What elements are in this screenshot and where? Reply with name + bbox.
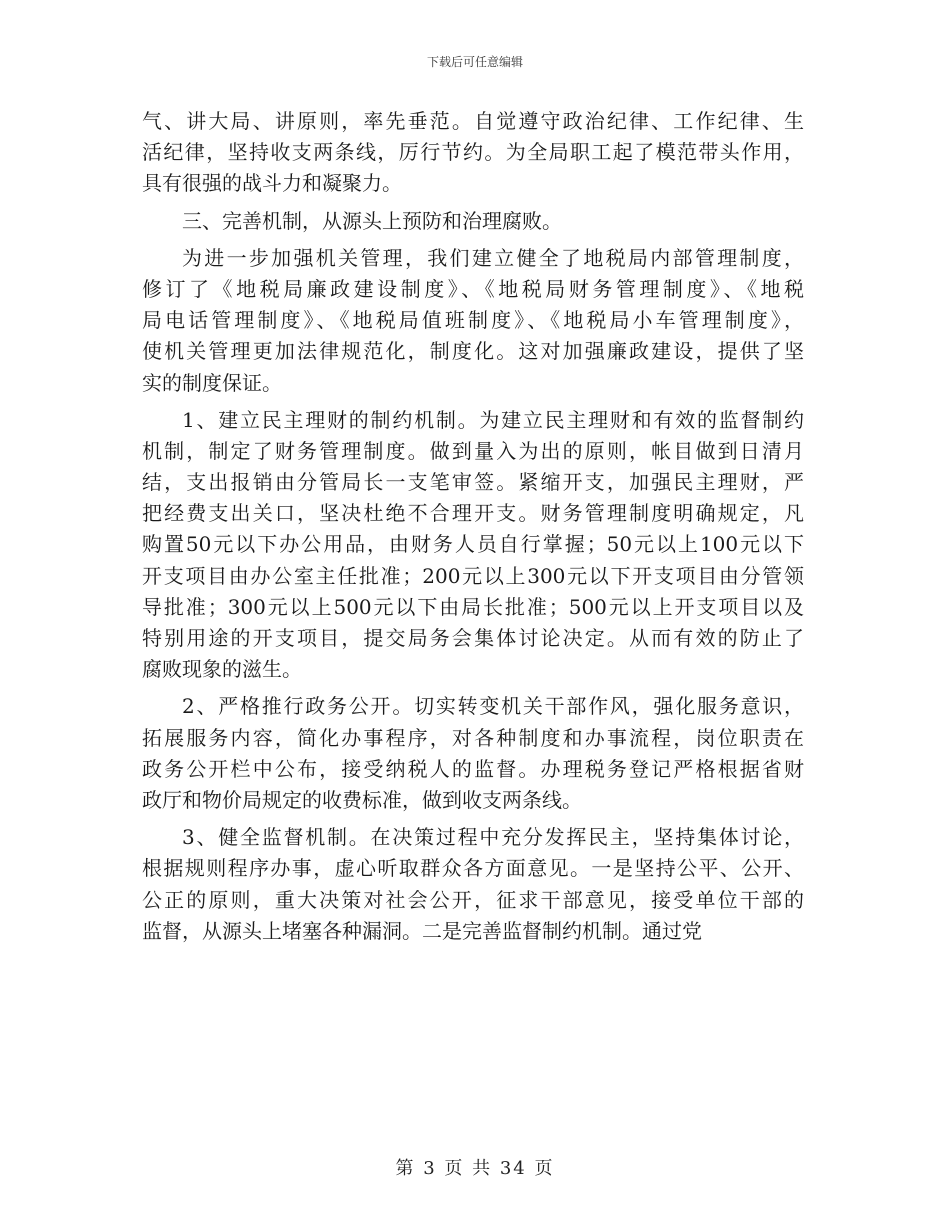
- text-line: 2、严格推行政务公开。切实转变机关干部作风，强化服务意识，: [182, 694, 804, 719]
- text-line: 购置50元以下办公用品，由财务人员自行掌握；50元以上100元以下: [142, 532, 804, 557]
- text-line: 特别用途的开支项目，提交局务会集体讨论决定。从而有效的防止了: [142, 626, 804, 650]
- text-line: 结，支出报销由分管局长一支笔审签。紧缩开支，加强民主理财，严: [142, 470, 804, 495]
- text-line: 监督，从源头上堵塞各种漏洞。二是完善监督制约机制。通过党: [142, 918, 702, 943]
- text-line: 局电话管理制度》、《地税局值班制度》、《地税局小车管理制度》，: [142, 308, 804, 333]
- text-line: 政厅和物价局规定的收费标准，做到收支两条线。: [142, 787, 582, 812]
- text-line: 3、健全监督机制。在决策过程中充分发挥民主，坚持集体讨论，: [182, 825, 804, 850]
- text-line: 实的制度保证。: [142, 370, 282, 395]
- paragraph: [142, 405, 804, 686]
- page-number: 第 3 页 共 34 页: [395, 1158, 555, 1179]
- paragraph: [142, 822, 804, 947]
- text-line: 机制，制定了财务管理制度。做到量入为出的原则，帐目做到日清月: [142, 438, 804, 463]
- text-line: 气、讲大局、讲原则，率先垂范。自觉遵守政治纪律、工作纪律、生: [142, 109, 804, 133]
- text-line: 1、建立民主理财的制约机制。为建立民主理财和有效的监督制约: [182, 407, 804, 432]
- text-line: 为进一步加强机关管理，我们建立健全了地税局内部管理制度，: [182, 245, 804, 270]
- text-line: 拓展服务内容，简化办事程序，对各种制度和办事流程，岗位职责在: [142, 725, 804, 750]
- paragraph: [142, 106, 804, 200]
- text-line: 腐败现象的滋生。: [142, 657, 302, 682]
- text-line: 具有很强的战斗力和凝聚力。: [142, 171, 402, 196]
- text-line: 修订了《地税局廉政建设制度》、《地税局财务管理制度》、《地税: [142, 276, 804, 301]
- text-line: 公正的原则，重大决策对社会公开，征求干部意见，接受单位干部的: [142, 887, 804, 912]
- text-line: 开支项目由办公室主任批准；200元以上300元以下开支项目由分管领: [142, 563, 804, 588]
- paragraph: [142, 243, 804, 399]
- text-line: 把经费支出关口，坚决杜绝不合理开支。财务管理制度明确规定，凡: [142, 501, 804, 526]
- page-header: 下载后可任意编辑: [426, 55, 523, 69]
- paragraph: [142, 206, 804, 237]
- text-line: 导批准；300元以上500元以下由局长批准；500元以上开支项目以及: [142, 594, 804, 619]
- text-line: 活纪律，坚持收支两条线，厉行节约。为全局职工起了模范带头作用，: [142, 140, 804, 165]
- text-line: 政务公开栏中公布，接受纳税人的监督。办理税务登记严格根据省财: [142, 756, 804, 781]
- document-body: [142, 106, 804, 953]
- paragraph: [142, 691, 804, 816]
- text-line: 使机关管理更加法律规范化，制度化。这对加强廉政建设，提供了坚: [142, 339, 804, 364]
- text-line: 根据规则程序办事，虚心听取群众各方面意见。一是坚持公平、公开、: [142, 856, 804, 881]
- text-line: 三、完善机制，从源头上预防和治理腐败。: [182, 208, 562, 233]
